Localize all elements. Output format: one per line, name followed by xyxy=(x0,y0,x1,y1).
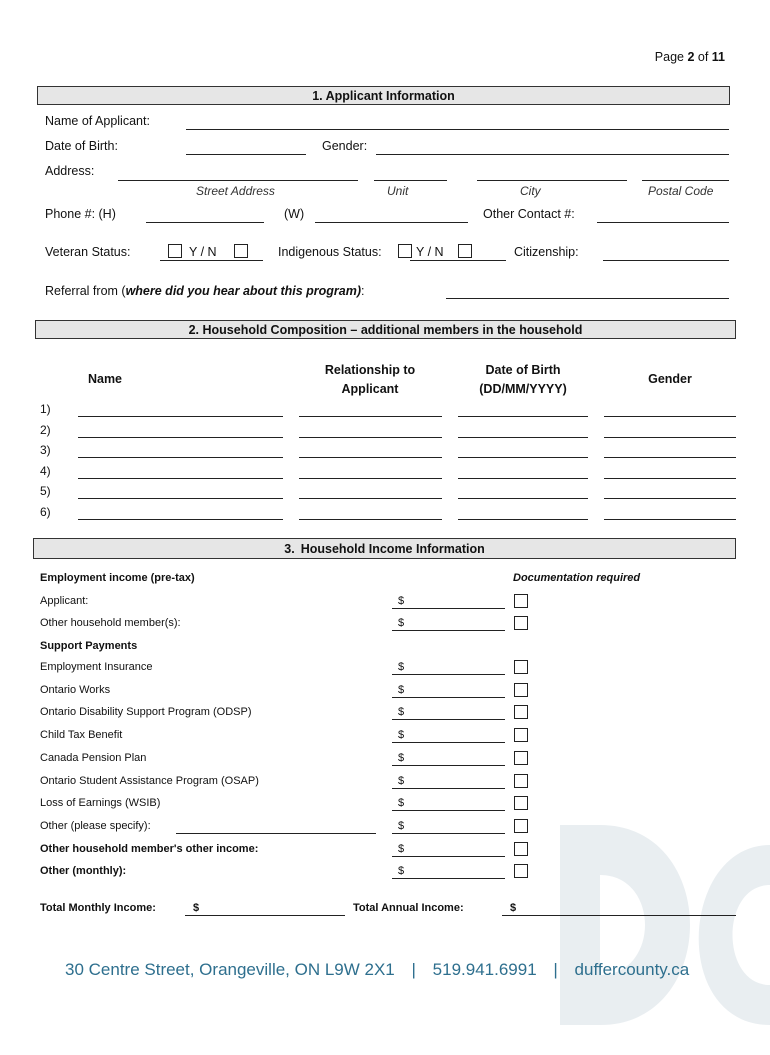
household-gender-field[interactable] xyxy=(604,416,736,417)
documentation-checkbox[interactable] xyxy=(514,616,528,630)
income-row-label: Other (please specify): xyxy=(40,819,151,832)
indigenous-options: Y / N xyxy=(416,245,444,259)
total-annual-dollar: $ xyxy=(510,902,517,914)
household-row-number: 3) xyxy=(40,443,51,457)
income-row-label: Ontario Student Assistance Program (OSAP) xyxy=(40,774,259,787)
household-name-field[interactable] xyxy=(78,457,283,458)
household-relationship-field[interactable] xyxy=(299,457,442,458)
name-of-applicant-label: Name of Applicant: xyxy=(45,114,150,128)
income-amount-field[interactable] xyxy=(392,719,505,720)
col-relationship-header: Relationship to Applicant xyxy=(324,363,416,396)
income-row-label: Applicant: xyxy=(40,595,89,607)
household-row-number: 2) xyxy=(40,422,51,437)
total-annual-income-label: Total Annual Income: xyxy=(353,902,464,914)
income-amount-field[interactable] xyxy=(392,697,505,698)
dollar-sign: $ xyxy=(398,797,405,810)
household-dob-field[interactable] xyxy=(458,437,588,438)
date-of-birth-field[interactable] xyxy=(186,154,306,155)
col-name-header: Name xyxy=(87,372,123,386)
income-amount-field[interactable] xyxy=(392,833,505,834)
referral-label: Referral from (where did you hear about this program): xyxy=(45,284,365,298)
documentation-checkbox[interactable] xyxy=(514,819,528,833)
household-relationship-field[interactable] xyxy=(299,519,442,520)
household-dob-field[interactable] xyxy=(458,478,588,479)
total-monthly-income-field[interactable] xyxy=(185,915,345,916)
household-dob-field[interactable] xyxy=(458,519,588,520)
household-dob-field[interactable] xyxy=(458,416,588,417)
household-gender-field[interactable] xyxy=(604,457,736,458)
documentation-checkbox[interactable] xyxy=(514,660,528,674)
household-name-field[interactable] xyxy=(78,498,283,499)
footer-separator: | xyxy=(553,960,558,979)
phone-work-label: (W) xyxy=(284,207,305,221)
income-amount-field[interactable] xyxy=(392,765,505,766)
documentation-checkbox[interactable] xyxy=(514,751,528,765)
street-address-caption: Street Address xyxy=(196,184,275,198)
phone-home-label: Phone #: (H) xyxy=(45,207,116,221)
dollar-sign: $ xyxy=(398,819,405,832)
dollar-sign: $ xyxy=(398,661,405,673)
income-row-label: Canada Pension Plan xyxy=(40,751,147,764)
gender-field[interactable] xyxy=(376,154,729,155)
veteran-underline xyxy=(160,260,263,261)
address-label: Address: xyxy=(45,164,95,178)
income-row-label: Ontario Disability Support Program (ODSP) xyxy=(40,706,252,719)
dollar-sign: $ xyxy=(398,729,405,742)
street-address-field[interactable] xyxy=(118,180,358,181)
income-row-label: Other household member's other income: xyxy=(40,843,259,855)
county-logo-watermark xyxy=(560,825,770,1055)
gender-label: Gender: xyxy=(322,139,368,153)
documentation-checkbox[interactable] xyxy=(514,774,528,788)
dollar-sign: $ xyxy=(398,706,405,719)
documentation-checkbox[interactable] xyxy=(514,683,528,697)
income-row-label: Other household member(s): xyxy=(40,617,181,629)
footer-address: 30 Centre Street, Orangeville, ON L9W 2X1 xyxy=(65,960,395,979)
other-contact-field[interactable] xyxy=(597,222,729,223)
income-row-label: Support Payments xyxy=(40,640,138,652)
veteran-no-checkbox[interactable] xyxy=(234,244,248,258)
phone-work-field[interactable] xyxy=(315,222,468,223)
col-dob-header: Date of Birth (DD/MM/YYYY) xyxy=(479,363,567,396)
postal-code-field[interactable] xyxy=(642,180,729,181)
household-gender-field[interactable] xyxy=(604,437,736,438)
documentation-checkbox[interactable] xyxy=(514,594,528,608)
veteran-yes-checkbox[interactable] xyxy=(168,244,182,258)
income-row-label: Loss of Earnings (WSIB) xyxy=(40,797,161,810)
veteran-status-label: Veteran Status: xyxy=(45,245,131,259)
indigenous-status-label: Indigenous Status: xyxy=(278,245,382,259)
other-contact-label: Other Contact #: xyxy=(483,207,575,221)
income-amount-field[interactable] xyxy=(392,856,505,857)
documentation-checkbox[interactable] xyxy=(514,842,528,856)
city-caption: City xyxy=(520,184,541,198)
documentation-checkbox[interactable] xyxy=(514,864,528,878)
household-name-field[interactable] xyxy=(78,437,283,438)
household-gender-field[interactable] xyxy=(604,478,736,479)
dollar-sign: $ xyxy=(398,617,405,629)
income-row-label: Ontario Works xyxy=(40,683,111,696)
income-amount-field[interactable] xyxy=(392,810,505,811)
city-field[interactable] xyxy=(477,180,627,181)
household-relationship-field[interactable] xyxy=(299,478,442,479)
household-dob-field[interactable] xyxy=(458,457,588,458)
documentation-checkbox[interactable] xyxy=(514,796,528,810)
household-dob-field[interactable] xyxy=(458,498,588,499)
income-amount-field[interactable] xyxy=(392,630,505,631)
total-monthly-dollar: $ xyxy=(193,902,200,914)
referral-field[interactable] xyxy=(446,298,729,299)
income-row-label: Other (monthly): xyxy=(40,865,127,877)
household-name-field[interactable] xyxy=(78,519,283,520)
income-row-label: Employment Insurance xyxy=(40,661,153,673)
household-row-number: 5) xyxy=(40,484,51,498)
col-gender-header: Gender xyxy=(648,372,692,386)
page-number: Page 2 of 11 xyxy=(654,50,725,64)
household-name-field[interactable] xyxy=(78,416,283,417)
total-annual-income-field[interactable] xyxy=(502,915,736,916)
income-amount-field[interactable] xyxy=(392,608,505,609)
employment-income-heading: Employment income (pre-tax) xyxy=(40,572,195,584)
household-gender-field[interactable] xyxy=(604,498,736,499)
phone-home-field[interactable] xyxy=(146,222,264,223)
name-of-applicant-field[interactable] xyxy=(186,129,729,130)
unit-field[interactable] xyxy=(374,180,447,181)
household-row-number: 6) xyxy=(40,504,51,519)
section-1-header: 1. Applicant Information xyxy=(37,86,730,105)
total-monthly-income-label: Total Monthly Income: xyxy=(40,902,156,914)
footer-website[interactable]: duffercounty.ca xyxy=(574,960,690,979)
household-relationship-field[interactable] xyxy=(299,416,442,417)
dollar-sign: $ xyxy=(398,595,405,607)
section-2-header: 2. Household Composition – additional members in the household xyxy=(35,320,736,339)
unit-caption: Unit xyxy=(387,184,409,198)
dollar-sign: $ xyxy=(398,865,405,877)
household-gender-field[interactable] xyxy=(604,519,736,520)
household-row-number: 4) xyxy=(40,463,51,478)
footer-separator: | xyxy=(411,960,416,979)
income-amount-field[interactable] xyxy=(392,878,505,879)
citizenship-label: Citizenship: xyxy=(514,245,579,259)
section-3-header: 3. Household Income Information xyxy=(33,538,736,559)
dollar-sign: $ xyxy=(398,683,405,696)
household-relationship-field[interactable] xyxy=(299,437,442,438)
postal-code-caption: Postal Code xyxy=(648,184,714,198)
indigenous-no-checkbox[interactable] xyxy=(458,244,472,258)
documentation-checkbox[interactable] xyxy=(514,705,528,719)
citizenship-field[interactable] xyxy=(603,260,729,261)
documentation-required-heading: Documentation required xyxy=(513,572,641,584)
household-relationship-field[interactable] xyxy=(299,498,442,499)
documentation-checkbox[interactable] xyxy=(514,728,528,742)
indigenous-yes-checkbox[interactable] xyxy=(398,244,412,258)
household-row-number: 1) xyxy=(40,402,51,416)
footer-phone: 519.941.6991 xyxy=(432,960,537,979)
income-amount-field[interactable] xyxy=(392,674,505,675)
income-amount-field[interactable] xyxy=(392,788,505,789)
dollar-sign: $ xyxy=(398,774,405,787)
income-row-label: Child Tax Benefit xyxy=(40,729,123,742)
dollar-sign: $ xyxy=(398,843,405,855)
date-of-birth-label: Date of Birth: xyxy=(45,139,118,153)
veteran-options: Y / N xyxy=(189,245,217,259)
household-name-field[interactable] xyxy=(78,478,283,479)
indigenous-underline xyxy=(410,260,506,261)
income-amount-field[interactable] xyxy=(392,742,505,743)
dollar-sign: $ xyxy=(398,751,405,764)
other-specify-field[interactable] xyxy=(176,833,376,834)
footer-contact xyxy=(65,960,689,980)
